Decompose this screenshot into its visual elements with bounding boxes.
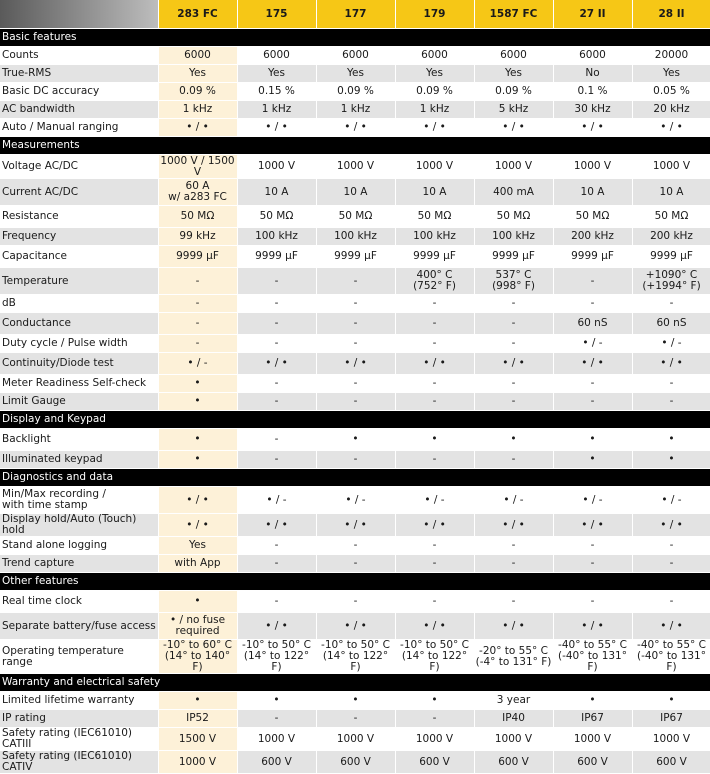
table-cell: • / •: [395, 119, 474, 137]
table-cell: • / no fuse required: [158, 613, 237, 640]
table-row: [0, 487, 710, 514]
table-cell: -10° to 50° C (14° to 122° F): [316, 640, 395, 674]
table-row: [0, 65, 710, 83]
table-cell: • / •: [237, 514, 316, 537]
table-cell: 1500 V: [158, 728, 237, 751]
table-cell: -10° to 50° C (14° to 122° F): [395, 640, 474, 674]
table-cell: -: [237, 313, 316, 335]
table-cell: 60 A w/ a283 FC: [158, 179, 237, 206]
table-cell: -: [395, 451, 474, 469]
table-cell: 10 A: [316, 179, 395, 206]
table-cell: +1090° C (+1994° F): [632, 268, 710, 295]
section-header-row: [0, 469, 710, 487]
table-cell: •: [632, 692, 710, 710]
table-cell: 50 MΩ: [632, 206, 710, 228]
table-cell: 1000 V: [395, 728, 474, 751]
table-cell: •: [158, 393, 237, 411]
section-header-row: [0, 411, 710, 429]
table-cell: 100 kHz: [395, 228, 474, 246]
table-cell: -: [395, 710, 474, 728]
table-cell: •: [395, 429, 474, 451]
table-cell: • / -: [158, 353, 237, 375]
table-cell: • / •: [553, 119, 632, 137]
table-row: [0, 155, 710, 179]
table-cell: -: [395, 555, 474, 573]
table-cell: -: [553, 393, 632, 411]
table-cell: • / •: [632, 514, 710, 537]
table-cell: 99 kHz: [158, 228, 237, 246]
table-cell: • / -: [474, 487, 553, 514]
table-cell: •: [158, 375, 237, 393]
section-title: Basic features: [0, 29, 710, 47]
model-header: 27 II: [553, 0, 632, 29]
table-row: [0, 537, 710, 555]
table-cell: -: [395, 537, 474, 555]
row-label: Stand alone logging: [0, 537, 158, 555]
table-cell: IP67: [553, 710, 632, 728]
table-cell: 50 MΩ: [158, 206, 237, 228]
table-cell: -: [237, 268, 316, 295]
table-row: [0, 206, 710, 228]
table-cell: -: [158, 295, 237, 313]
table-cell: • / •: [395, 514, 474, 537]
model-header: 283 FC: [158, 0, 237, 29]
row-label: Capacitance: [0, 246, 158, 268]
table-cell: 1000 V: [316, 155, 395, 179]
table-cell: 6000: [237, 47, 316, 65]
section-title: Display and Keypad: [0, 411, 710, 429]
table-cell: •: [553, 692, 632, 710]
table-cell: -: [474, 393, 553, 411]
table-row: [0, 640, 710, 674]
table-row: [0, 101, 710, 119]
table-row: [0, 710, 710, 728]
table-cell: 1000 V: [237, 728, 316, 751]
row-label: AC bandwidth: [0, 101, 158, 119]
table-cell: 0.05 %: [632, 83, 710, 101]
table-cell: -: [316, 451, 395, 469]
table-row: [0, 353, 710, 375]
table-cell: • / •: [158, 514, 237, 537]
table-cell: • / •: [158, 119, 237, 137]
table-cell: -: [632, 591, 710, 613]
header-corner: [0, 0, 158, 29]
row-label: IP rating: [0, 710, 158, 728]
table-row: [0, 591, 710, 613]
table-cell: 3 year: [474, 692, 553, 710]
model-header: 28 II: [632, 0, 710, 29]
table-cell: -: [237, 375, 316, 393]
table-cell: -: [237, 429, 316, 451]
table-cell: 6000: [474, 47, 553, 65]
table-row: [0, 179, 710, 206]
table-body: [0, 29, 710, 774]
table-cell: 400° C (752° F): [395, 268, 474, 295]
row-label: Frequency: [0, 228, 158, 246]
table-cell: • / •: [316, 353, 395, 375]
table-cell: 6000: [395, 47, 474, 65]
row-label: Separate battery/fuse access: [0, 613, 158, 640]
table-cell: -: [316, 591, 395, 613]
model-header: 177: [316, 0, 395, 29]
section-title: Diagnostics and data: [0, 469, 710, 487]
table-cell: No: [553, 65, 632, 83]
table-cell: 0.09 %: [158, 83, 237, 101]
table-cell: • / -: [553, 335, 632, 353]
table-cell: 0.15 %: [237, 83, 316, 101]
table-cell: •: [158, 692, 237, 710]
table-cell: 0.09 %: [316, 83, 395, 101]
row-label: dB: [0, 295, 158, 313]
table-cell: Yes: [474, 65, 553, 83]
table-cell: 50 MΩ: [316, 206, 395, 228]
table-cell: •: [158, 591, 237, 613]
table-cell: -10° to 60° C (14° to 140° F): [158, 640, 237, 674]
table-cell: •: [158, 429, 237, 451]
table-cell: • / -: [553, 487, 632, 514]
table-cell: 1000 V: [474, 155, 553, 179]
table-cell: • / -: [632, 487, 710, 514]
table-cell: -: [316, 555, 395, 573]
table-cell: -: [474, 295, 553, 313]
table-cell: • / •: [632, 613, 710, 640]
table-cell: 9999 µF: [474, 246, 553, 268]
row-label: Limited lifetime warranty: [0, 692, 158, 710]
model-header: 1587 FC: [474, 0, 553, 29]
table-cell: 1 kHz: [237, 101, 316, 119]
table-cell: 600 V: [395, 751, 474, 774]
table-cell: -: [632, 555, 710, 573]
table-cell: with App: [158, 555, 237, 573]
table-cell: -: [474, 555, 553, 573]
row-label: Continuity/Diode test: [0, 353, 158, 375]
table-cell: • / •: [316, 119, 395, 137]
table-row: [0, 246, 710, 268]
table-cell: -: [316, 375, 395, 393]
table-cell: -: [474, 451, 553, 469]
table-cell: 6000: [158, 47, 237, 65]
table-cell: Yes: [158, 537, 237, 555]
table-cell: IP40: [474, 710, 553, 728]
row-label: Resistance: [0, 206, 158, 228]
table-cell: -: [395, 335, 474, 353]
table-cell: -: [316, 295, 395, 313]
header-row: [0, 0, 710, 29]
table-cell: 1000 V / 1500 V: [158, 155, 237, 179]
table-cell: 200 kHz: [632, 228, 710, 246]
table-cell: 400 mA: [474, 179, 553, 206]
table-cell: -: [395, 295, 474, 313]
table-cell: 600 V: [632, 751, 710, 774]
table-cell: 1 kHz: [316, 101, 395, 119]
table-cell: •: [632, 429, 710, 451]
table-cell: 9999 µF: [158, 246, 237, 268]
table-cell: -10° to 50° C (14° to 122° F): [237, 640, 316, 674]
table-cell: 50 MΩ: [395, 206, 474, 228]
table-row: [0, 119, 710, 137]
row-label: Limit Gauge: [0, 393, 158, 411]
table-row: [0, 47, 710, 65]
table-row: [0, 514, 710, 537]
row-label: Conductance: [0, 313, 158, 335]
table-cell: • / •: [237, 353, 316, 375]
table-cell: 1000 V: [158, 751, 237, 774]
table-cell: -: [158, 335, 237, 353]
table-cell: -: [395, 393, 474, 411]
table-cell: -: [553, 295, 632, 313]
table-row: [0, 613, 710, 640]
table-cell: -: [632, 537, 710, 555]
table-cell: -40° to 55° C (-40° to 131° F): [553, 640, 632, 674]
table-cell: • / •: [158, 487, 237, 514]
row-label: Voltage AC/DC: [0, 155, 158, 179]
row-label: Operating temperature range: [0, 640, 158, 674]
table-cell: 1000 V: [237, 155, 316, 179]
section-header-row: [0, 573, 710, 591]
table-cell: Yes: [632, 65, 710, 83]
table-cell: -: [316, 268, 395, 295]
table-cell: -: [474, 537, 553, 555]
table-cell: 537° C (998° F): [474, 268, 553, 295]
table-cell: Yes: [237, 65, 316, 83]
table-cell: 6000: [316, 47, 395, 65]
table-cell: -40° to 55° C (-40° to 131° F): [632, 640, 710, 674]
table-cell: -: [632, 375, 710, 393]
table-cell: •: [474, 429, 553, 451]
table-cell: 20 kHz: [632, 101, 710, 119]
table-cell: 0.09 %: [395, 83, 474, 101]
table-cell: -: [553, 268, 632, 295]
table-cell: 1000 V: [632, 155, 710, 179]
table-cell: 9999 µF: [316, 246, 395, 268]
section-title: Warranty and electrical safety: [0, 674, 710, 692]
table-row: [0, 393, 710, 411]
table-cell: -: [474, 375, 553, 393]
table-cell: -: [158, 313, 237, 335]
table-cell: -: [474, 335, 553, 353]
table-cell: • / •: [632, 119, 710, 137]
table-cell: 1 kHz: [395, 101, 474, 119]
table-cell: • / •: [474, 514, 553, 537]
table-cell: 1000 V: [316, 728, 395, 751]
table-row: [0, 555, 710, 573]
table-cell: -: [632, 393, 710, 411]
table-cell: -: [395, 591, 474, 613]
model-header: 175: [237, 0, 316, 29]
table-cell: -: [237, 710, 316, 728]
table-cell: 9999 µF: [553, 246, 632, 268]
table-cell: -: [553, 375, 632, 393]
table-cell: • / •: [553, 353, 632, 375]
table-row: [0, 268, 710, 295]
table-cell: 50 MΩ: [237, 206, 316, 228]
table-cell: 20000: [632, 47, 710, 65]
row-label: Meter Readiness Self-check: [0, 375, 158, 393]
table-cell: 200 kHz: [553, 228, 632, 246]
table-cell: -: [553, 591, 632, 613]
table-cell: -20° to 55° C (-4° to 131° F): [474, 640, 553, 674]
table-cell: -: [237, 295, 316, 313]
table-cell: 10 A: [632, 179, 710, 206]
table-cell: • / -: [395, 487, 474, 514]
table-cell: 1000 V: [474, 728, 553, 751]
table-cell: -: [632, 295, 710, 313]
table-cell: 10 A: [237, 179, 316, 206]
section-header-row: [0, 674, 710, 692]
table-row: [0, 83, 710, 101]
table-row: [0, 751, 710, 774]
table-cell: -: [237, 335, 316, 353]
table-cell: 9999 µF: [632, 246, 710, 268]
table-cell: •: [316, 429, 395, 451]
table-cell: 50 MΩ: [474, 206, 553, 228]
table-cell: •: [158, 451, 237, 469]
table-header: [0, 0, 710, 29]
table-cell: -: [237, 591, 316, 613]
table-cell: -: [474, 313, 553, 335]
table-cell: •: [553, 451, 632, 469]
table-cell: 10 A: [553, 179, 632, 206]
row-label: Auto / Manual ranging: [0, 119, 158, 137]
row-label: Duty cycle / Pulse width: [0, 335, 158, 353]
table-cell: 600 V: [237, 751, 316, 774]
row-label: Safety rating (IEC61010) CATIII: [0, 728, 158, 751]
table-cell: 30 kHz: [553, 101, 632, 119]
table-cell: 100 kHz: [316, 228, 395, 246]
table-cell: 1000 V: [632, 728, 710, 751]
table-cell: • / •: [474, 353, 553, 375]
table-cell: • / •: [474, 119, 553, 137]
table-cell: -: [395, 375, 474, 393]
table-cell: -: [316, 537, 395, 555]
table-cell: 0.1 %: [553, 83, 632, 101]
table-cell: •: [316, 692, 395, 710]
row-label: Basic DC accuracy: [0, 83, 158, 101]
row-label: Backlight: [0, 429, 158, 451]
table-cell: -: [237, 393, 316, 411]
table-cell: -: [158, 268, 237, 295]
row-label: Current AC/DC: [0, 179, 158, 206]
table-cell: -: [474, 591, 553, 613]
table-cell: 6000: [553, 47, 632, 65]
table-cell: •: [395, 692, 474, 710]
table-cell: 10 A: [395, 179, 474, 206]
table-cell: 60 nS: [553, 313, 632, 335]
table-row: [0, 429, 710, 451]
row-label: Trend capture: [0, 555, 158, 573]
table-cell: 600 V: [316, 751, 395, 774]
table-cell: Yes: [395, 65, 474, 83]
section-title: Other features: [0, 573, 710, 591]
section-title: Measurements: [0, 137, 710, 155]
table-cell: • / •: [237, 119, 316, 137]
table-cell: 100 kHz: [474, 228, 553, 246]
table-row: [0, 313, 710, 335]
table-cell: •: [553, 429, 632, 451]
table-cell: • / -: [237, 487, 316, 514]
table-cell: -: [237, 451, 316, 469]
table-cell: -: [316, 393, 395, 411]
table-cell: • / •: [237, 613, 316, 640]
table-row: [0, 451, 710, 469]
table-cell: 1000 V: [395, 155, 474, 179]
table-cell: -: [237, 555, 316, 573]
table-cell: • / -: [632, 335, 710, 353]
row-label: Real time clock: [0, 591, 158, 613]
table-cell: -: [237, 537, 316, 555]
table-cell: 100 kHz: [237, 228, 316, 246]
row-label: Temperature: [0, 268, 158, 295]
table-cell: • / •: [395, 353, 474, 375]
table-cell: 1 kHz: [158, 101, 237, 119]
table-cell: 1000 V: [553, 728, 632, 751]
table-cell: -: [316, 313, 395, 335]
table-cell: 0.09 %: [474, 83, 553, 101]
table-row: [0, 728, 710, 751]
section-header-row: [0, 29, 710, 47]
table-cell: -: [553, 555, 632, 573]
table-cell: 9999 µF: [237, 246, 316, 268]
model-header: 179: [395, 0, 474, 29]
table-cell: -: [316, 710, 395, 728]
table-cell: 9999 µF: [395, 246, 474, 268]
row-label: True-RMS: [0, 65, 158, 83]
section-header-row: [0, 137, 710, 155]
table-row: [0, 375, 710, 393]
table-cell: 600 V: [553, 751, 632, 774]
table-cell: IP67: [632, 710, 710, 728]
table-row: [0, 335, 710, 353]
table-cell: • / •: [316, 514, 395, 537]
table-cell: 600 V: [474, 751, 553, 774]
table-cell: 50 MΩ: [553, 206, 632, 228]
table-cell: • / •: [632, 353, 710, 375]
table-cell: Yes: [158, 65, 237, 83]
table-cell: • / •: [553, 514, 632, 537]
table-cell: •: [632, 451, 710, 469]
table-row: [0, 295, 710, 313]
table-cell: 5 kHz: [474, 101, 553, 119]
table-cell: -: [553, 537, 632, 555]
row-label: Illuminated keypad: [0, 451, 158, 469]
row-label: Display hold/Auto (Touch) hold: [0, 514, 158, 537]
table-cell: • / •: [395, 613, 474, 640]
row-label: Min/Max recording / with time stamp: [0, 487, 158, 514]
table-cell: • / •: [553, 613, 632, 640]
table-cell: -: [395, 313, 474, 335]
row-label: Safety rating (IEC61010) CATIV: [0, 751, 158, 774]
table-cell: • / •: [474, 613, 553, 640]
table-cell: 1000 V: [553, 155, 632, 179]
table-cell: -: [316, 335, 395, 353]
row-label: Counts: [0, 47, 158, 65]
table-cell: IP52: [158, 710, 237, 728]
table-cell: Yes: [316, 65, 395, 83]
table-cell: • / •: [316, 613, 395, 640]
table-cell: •: [237, 692, 316, 710]
table-cell: 60 nS: [632, 313, 710, 335]
table-cell: • / -: [316, 487, 395, 514]
table-row: [0, 228, 710, 246]
table-row: [0, 692, 710, 710]
